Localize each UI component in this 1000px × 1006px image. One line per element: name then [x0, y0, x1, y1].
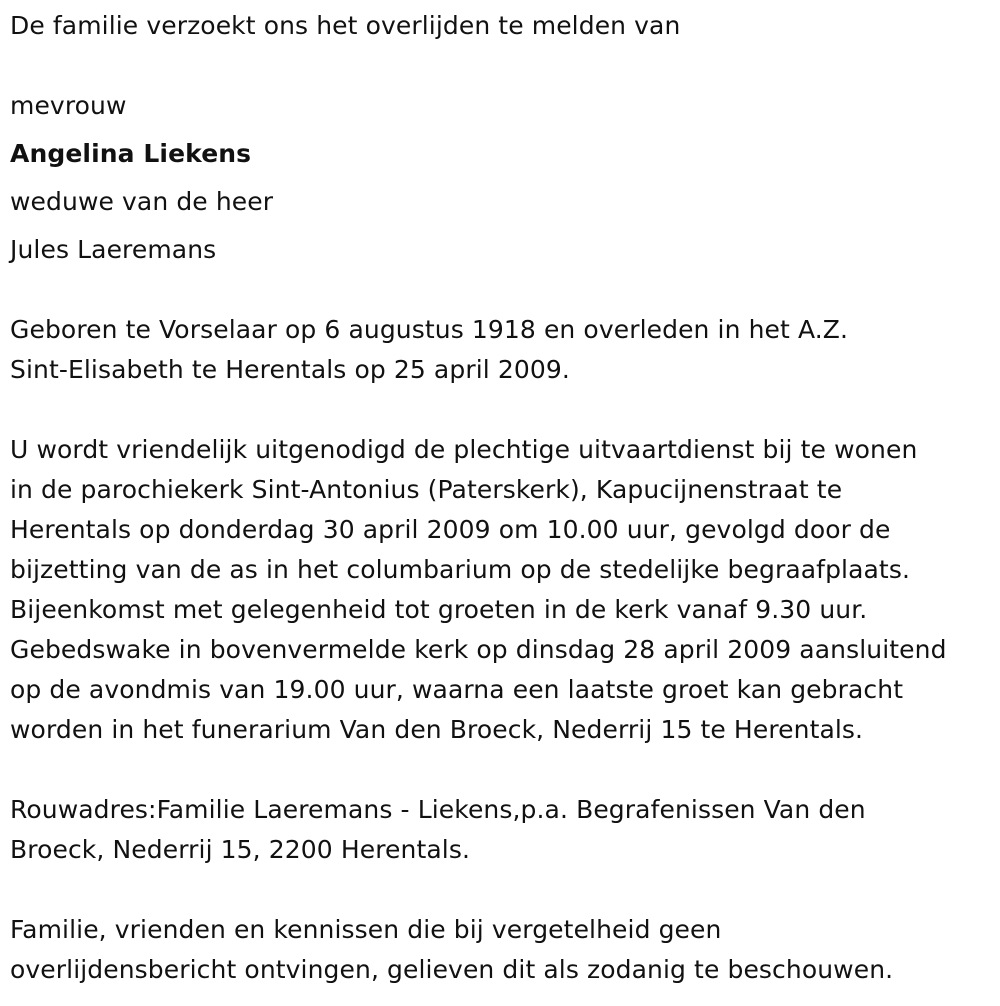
- paragraph-line: bijzetting van de as in het columbarium op de stedelijke begraafplaats.: [10, 555, 911, 584]
- paragraph-line: Sint-Elisabeth te Herentals op 25 april 2009.: [10, 355, 570, 384]
- salutation: mevrouw: [10, 91, 127, 120]
- intro-text: De familie verzoekt ons het overlijden te melden van: [10, 11, 681, 40]
- paragraph-line: U wordt vriendelijk uitgenodigd de plechtige uitvaartdienst bij te wonen: [10, 435, 918, 464]
- paragraph-line: Rouwadres:Familie Laeremans - Liekens,p.a. Begrafenissen Van den: [10, 795, 866, 824]
- paragraph-line: Bijeenkomst met gelegenheid tot groeten in de kerk vanaf 9.30 uur.: [10, 595, 868, 624]
- paragraph-line: worden in het funerarium Van den Broeck, Nederrij 15 te Herentals.: [10, 715, 864, 744]
- paragraph-line: op de avondmis van 19.00 uur, waarna een laatste groet kan gebracht: [10, 675, 904, 704]
- paragraph-line: Geboren te Vorselaar op 6 augustus 1918 en overleden in het A.Z.: [10, 315, 849, 344]
- relation-text: weduwe van de heer: [10, 187, 274, 216]
- paragraph-line: Herentals op donderdag 30 april 2009 om 10.00 uur, gevolgd door de: [10, 515, 891, 544]
- paragraph-line: Broeck, Nederrij 15, 2200 Herentals.: [10, 835, 471, 864]
- paragraph-line: in de parochiekerk Sint-Antonius (Paterskerk), Kapucijnenstraat te: [10, 475, 843, 504]
- paragraph-line: Familie, vrienden en kennissen die bij vergetelheid geen: [10, 915, 722, 944]
- paragraph-line: overlijdensbericht ontvingen, gelieven dit als zodanig te beschouwen.: [10, 955, 894, 984]
- deceased-name: Angelina Liekens: [10, 139, 252, 168]
- spouse-name: Jules Laeremans: [10, 235, 217, 264]
- paragraph-line: Gebedswake in bovenvermelde kerk op dinsdag 28 april 2009 aansluitend: [10, 635, 947, 664]
